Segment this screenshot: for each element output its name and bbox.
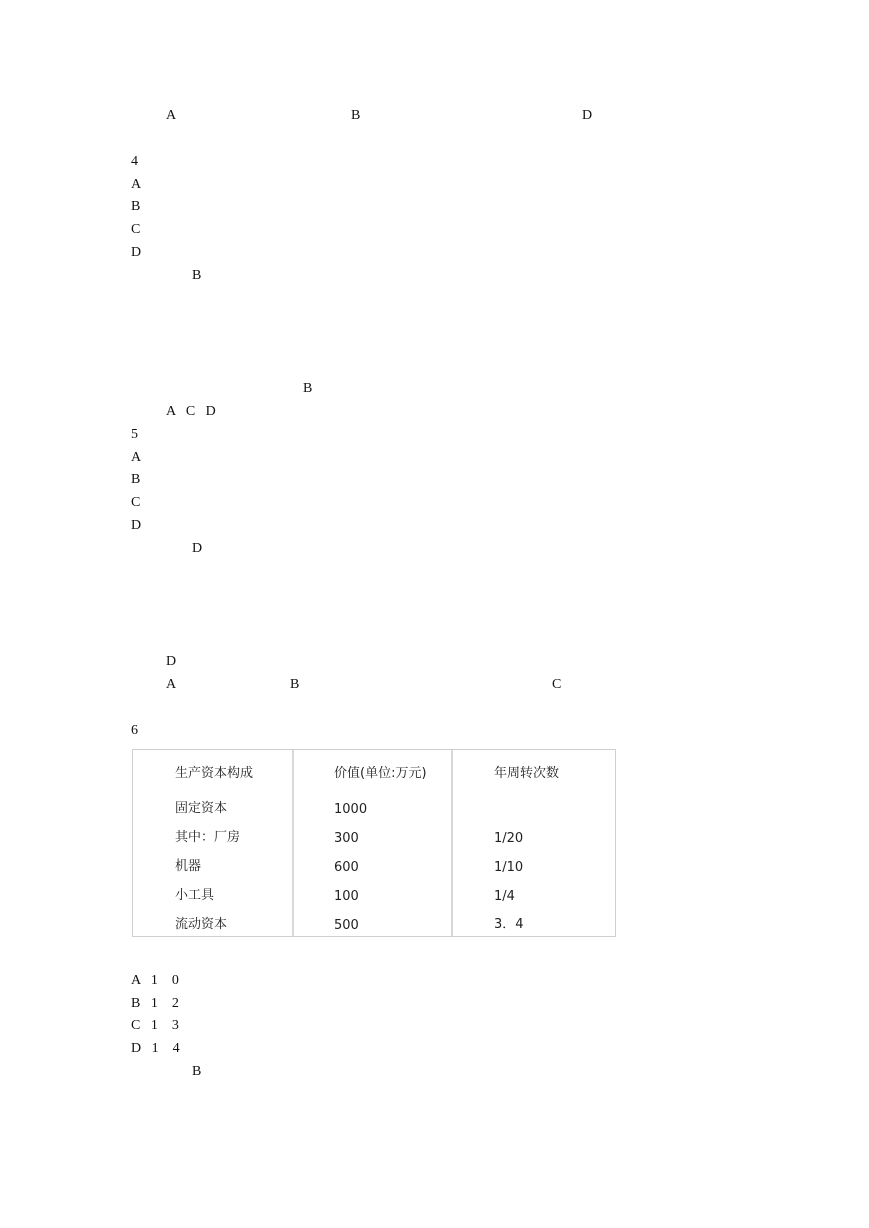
row-turnover: 1/4 [494,889,515,904]
option-a: A [131,177,142,192]
row-item: 机器 [175,859,202,874]
option-d: D 1 4 [131,1041,180,1056]
option-a: A [131,450,142,465]
answer: B [192,268,202,283]
capital-table [132,749,616,937]
analysis-letter-c: C [552,677,562,692]
row-value: 500 [334,918,359,933]
row-value: 1000 [334,802,368,817]
row-item: 其中：厂房 [175,830,241,845]
analysis-letter-a: A [166,677,177,692]
analysis-letter: D [166,654,177,669]
option-d-label: D [582,108,593,123]
question-number: 4 [131,154,138,169]
row-item: 小工具 [175,888,215,903]
option-b: B 1 2 [131,996,179,1011]
question-number: 5 [131,427,138,442]
option-a: A 1 0 [131,973,179,988]
analysis-letter-b: B [290,677,300,692]
question-number: 6 [131,723,138,738]
column-divider [292,750,294,936]
row-value: 600 [334,860,359,875]
option-d: D [131,518,142,533]
row-item: 流动资本 [175,917,228,932]
option-c: C [131,495,141,510]
header-value: 价值(单位:万元) [334,766,427,781]
row-turnover: 1/10 [494,860,524,875]
option-b: B [131,472,141,487]
row-value: 100 [334,889,359,904]
analysis-letter: B [303,381,313,396]
column-divider [451,750,453,936]
option-b: B [131,199,141,214]
answer: B [192,1064,202,1079]
option-d: D [131,245,142,260]
option-c: C 1 3 [131,1018,179,1033]
option-c: C [131,222,141,237]
option-b-label: B [351,108,361,123]
header-composition: 生产资本构成 [175,766,254,781]
analysis-letters: A C D [166,404,216,419]
row-item: 固定资本 [175,801,228,816]
row-turnover: 1/20 [494,831,524,846]
answer: D [192,541,203,556]
row-turnover: 3．4 [494,917,524,932]
header-turnover: 年周转次数 [494,766,560,781]
option-a-label: A [166,108,177,123]
row-value: 300 [334,831,359,846]
